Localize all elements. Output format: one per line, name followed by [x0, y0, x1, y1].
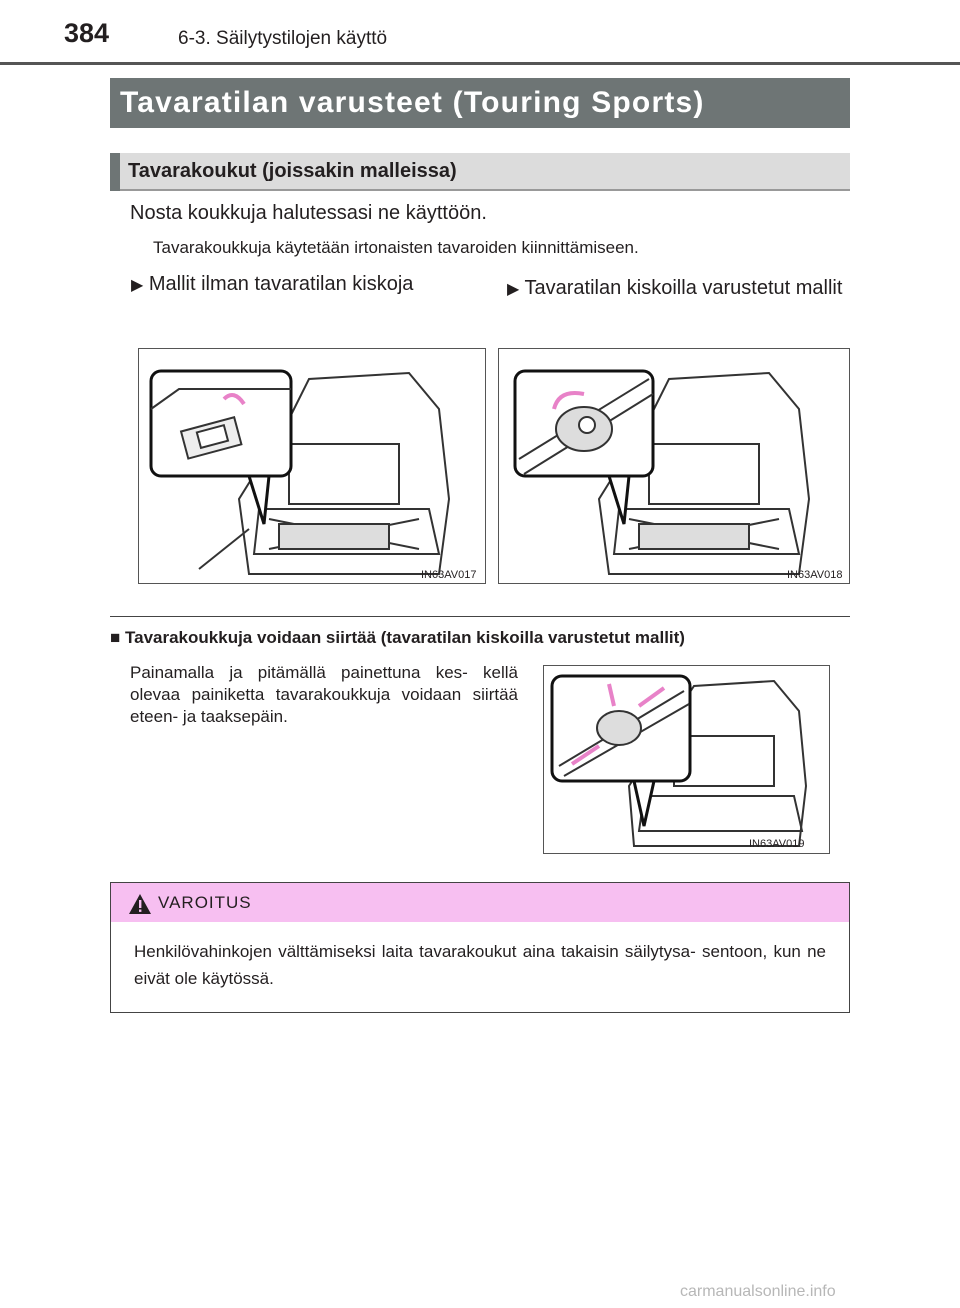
- trunk-illustration-right: [499, 349, 849, 583]
- section2-text: Painamalla ja pitämällä painettuna kes- kellä olevaa painiketta tavarakoukkuja voidaan siirtää eteen- ja taaksepäin.: [130, 663, 518, 726]
- figure-right-label-text: Tavaratilan kiskoilla varustetut mallit: [524, 277, 843, 299]
- section2-title-text: Tavarakoukkuja voidaan siirtää (tavaratilan kiskoilla varustetut mallit): [125, 628, 685, 647]
- subsection-title: Tavarakoukut (joissakin malleissa): [128, 160, 457, 182]
- section-title: Tavaratilan varusteet (Touring Sports): [110, 78, 850, 128]
- figure-left-label: [131, 273, 413, 296]
- triangle-right-icon: ▶: [507, 281, 520, 298]
- figure-code: IN63AV018: [787, 569, 843, 581]
- subsection-marker: [110, 153, 120, 191]
- figure-left: [138, 348, 486, 584]
- warning-label: VAROITUS: [158, 893, 252, 912]
- footer-watermark: carmanualsonline.info: [680, 1283, 836, 1300]
- section-divider: [110, 616, 850, 617]
- figure-code: IN63AV019: [749, 838, 805, 850]
- trunk-illustration-bottom: [544, 666, 829, 853]
- header-divider: [0, 62, 960, 65]
- warning-text: Henkilövahinkojen välttämiseksi laita tavarakoukut aina takaisin säilytysa- sentoon, kun ne eivät ole käytössä.: [134, 942, 826, 988]
- triangle-right-icon: ▶: [131, 277, 144, 294]
- intro-text: Nosta koukkuja halutessasi ne käyttöön.: [130, 202, 487, 224]
- trunk-illustration-left: [139, 349, 485, 583]
- figure-bottom: [543, 665, 830, 854]
- figure-right: [498, 348, 850, 584]
- chapter-title: 6-3. Säilytystilojen käyttö: [178, 28, 388, 49]
- warning-triangle-icon: [128, 893, 152, 915]
- figure-left-label-text: Mallit ilman tavaratilan kiskoja: [148, 273, 414, 295]
- figure-right-label: [507, 273, 847, 305]
- figure-code: IN63AV017: [421, 569, 477, 581]
- page-number: 384: [64, 18, 110, 48]
- intro-note: Tavarakoukkuja käytetään irtonaisten tavaroiden kiinnittämiseen.: [153, 238, 639, 257]
- section2-title: ■ Tavarakoukkuja voidaan siirtää (tavaratilan kiskoilla varustetut mallit): [110, 628, 685, 647]
